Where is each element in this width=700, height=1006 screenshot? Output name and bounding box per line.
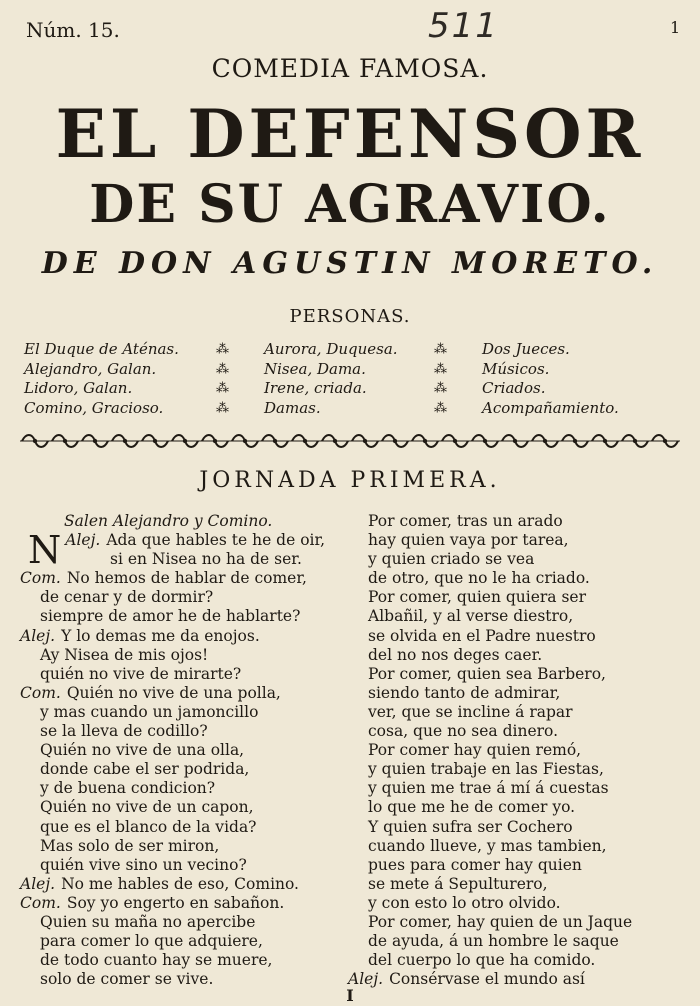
cast-entry: Dos Jueces.: [482, 340, 570, 358]
asterism-icon: ⁂: [216, 381, 228, 396]
verse-line: [20, 818, 340, 837]
verse-text: y mas cuando un jamoncillo: [40, 702, 259, 721]
verse-text: quién vive sino un vecino?: [40, 855, 247, 874]
verse-text: Y quien sufra ser Cochero: [368, 817, 573, 836]
verse-text: donde cabe el ser podrida,: [40, 760, 250, 779]
verse-text: de otro, que no le ha criado.: [368, 569, 590, 588]
asterism-icon: ⁂: [216, 400, 228, 416]
stage-direction: Salen Alejandro y Comino.: [64, 512, 273, 530]
speaker-label: Alej.: [20, 874, 56, 893]
verse-text: Albañil, y al verse diestro,: [368, 607, 574, 626]
cast-column-2: [264, 340, 398, 418]
verse-text: Por comer, quien sea Barbero,: [368, 664, 606, 683]
verse-text: de ayuda, á un hombre le saque: [368, 932, 619, 951]
cast-entry: Comino, Gracioso.: [24, 398, 164, 417]
asterism-icon: ⁂: [434, 400, 446, 416]
cast-column-3: [482, 340, 619, 418]
speaker-label: Alej.: [20, 626, 56, 645]
verse-text: Ada que hables te he de oir,: [106, 531, 326, 550]
verse-line: [348, 607, 680, 626]
verse-line: [20, 837, 340, 856]
verse-text: Por comer hay quien remó,: [368, 741, 582, 760]
verse-text: quién no vive de mirarte?: [40, 664, 242, 683]
verse-line: [348, 932, 680, 951]
verse-text: hay quien vaya por tarea,: [368, 531, 569, 550]
verse-text: Quién no vive de una polla,: [66, 683, 281, 702]
asterism-icon: ⁂: [216, 342, 228, 357]
verse-line: [20, 588, 340, 607]
cast-entry: Aurora, Duquesa.: [264, 340, 398, 358]
asterism-icon: ⁂: [434, 342, 446, 357]
verse-text: para comer lo que adquiere,: [40, 932, 263, 951]
drop-cap: N: [28, 528, 62, 573]
verse-text: solo de comer se vive.: [40, 970, 214, 989]
verse-line: [348, 588, 680, 607]
jornada-heading: JORNADA PRIMERA.: [199, 468, 501, 493]
verse-line: [20, 607, 340, 626]
verse-text: Y lo demas me da enojos.: [61, 626, 260, 645]
verse-line: [20, 779, 340, 798]
cast-entry: Lidoro, Galan.: [24, 379, 133, 397]
title-line-2: DE SU AGRAVIO.: [89, 174, 611, 235]
verse-line: [20, 665, 340, 684]
verse-line: [348, 913, 680, 932]
verse-line: [348, 856, 680, 875]
verse-text: que es el blanco de la vida?: [40, 817, 257, 836]
author-line: DE DON AGUSTIN MORETO.: [41, 246, 659, 281]
verse-line: [20, 684, 340, 703]
verse-line: [20, 932, 340, 951]
handwritten-mark: 511: [428, 6, 499, 46]
verse-text: se olvida en el Padre nuestro: [368, 626, 596, 645]
verse-line: [20, 627, 340, 646]
ornamental-border-icon: [20, 431, 680, 451]
page-footer-mark: I: [346, 986, 354, 1005]
verse-text: Por comer, hay quien de un Jaque: [368, 912, 633, 931]
verse-text: siendo tanto de admirar,: [368, 683, 561, 702]
verse-line: [348, 569, 680, 588]
verse-line: [348, 703, 680, 722]
verse-line: [348, 779, 680, 798]
asterism-column-2: [434, 340, 446, 418]
verse-line: [20, 856, 340, 875]
verse-line: [20, 703, 340, 722]
verse-text: se mete á Sepulturero,: [368, 874, 548, 893]
verse-text: y con esto lo otro olvido.: [368, 893, 561, 912]
verse-text: pues para comer hay quien: [368, 855, 582, 874]
cast-entry: Damas.: [264, 398, 321, 417]
personas-heading: PERSONAS.: [289, 306, 411, 327]
verse-text: del no nos deges caer.: [368, 645, 543, 664]
verse-line: [348, 951, 680, 970]
verse-line: [348, 894, 680, 913]
verse-line: [348, 741, 680, 760]
speaker-label: Alej.: [348, 970, 384, 989]
verse-line: [20, 646, 340, 665]
cast-column-1: [24, 340, 179, 418]
title-line-1: EL DEFENSOR: [55, 95, 645, 173]
verse-line: [348, 837, 680, 856]
asterism-icon: ⁂: [434, 361, 446, 377]
verse-text: No hemos de hablar de comer,: [66, 569, 307, 588]
verse-line: [348, 665, 680, 684]
verse-line: [20, 798, 340, 817]
speaker-label: Com.: [20, 683, 61, 702]
asterism-column-1: [216, 340, 228, 418]
verse-text: de cenar y de dormir?: [40, 588, 214, 607]
verse-text: lo que me he de comer yo.: [368, 798, 576, 817]
verse-text: y quien criado se vea: [368, 550, 535, 569]
asterism-icon: ⁂: [216, 361, 228, 377]
verse-line: [20, 894, 340, 913]
cast-entry: Irene, criada.: [264, 379, 367, 397]
corner-mark: 1: [670, 18, 681, 37]
left-text-column: [20, 512, 340, 989]
verse-text: y de buena condicion?: [40, 779, 216, 798]
right-text-column: [348, 512, 680, 989]
verse-text: cuando llueve, y mas tambien,: [368, 836, 607, 855]
verse-line: [20, 875, 340, 894]
verse-text: Ay Nisea de mis ojos!: [40, 645, 209, 664]
verse-text: de todo cuanto hay se muere,: [40, 951, 273, 970]
cast-entry: El Duque de Aténas.: [24, 340, 179, 358]
verse-line: [20, 913, 340, 932]
verse-line: [20, 760, 340, 779]
verse-text: y quien me trae á mí á cuestas: [368, 779, 609, 798]
comedia-heading: COMEDIA FAMOSA.: [211, 54, 489, 83]
verse-line: [348, 531, 680, 550]
verse-line: [348, 818, 680, 837]
cast-entry: Alejandro, Galan.: [24, 359, 157, 378]
verse-line: [20, 722, 340, 741]
cast-entry: Nisea, Dama.: [264, 359, 366, 378]
verse-text: Quién no vive de una olla,: [40, 741, 245, 760]
verse-line: [20, 741, 340, 760]
verse-text: ver, que se incline á rapar: [368, 702, 573, 721]
verse-line: [348, 722, 680, 741]
verse-text: del cuerpo lo que ha comido.: [368, 951, 596, 970]
verse-line: [20, 569, 340, 588]
verse-text: Mas solo de ser miron,: [40, 836, 220, 855]
verse-line: si en Nisea no ha de ser.: [110, 550, 302, 569]
verse-text: Soy yo engerto en sabañon.: [66, 893, 285, 912]
issue-number: Núm. 15.: [26, 18, 120, 42]
verse-text: se la lleva de codillo?: [40, 722, 208, 741]
verse-text: Consérvase el mundo así: [389, 970, 585, 989]
verse-text: Quien su maña no apercibe: [40, 912, 256, 931]
verse-line: [348, 684, 680, 703]
verse-text: y quien trabaje en las Fiestas,: [368, 760, 604, 779]
speaker-label: Com.: [20, 893, 61, 912]
speaker-label: Com.: [20, 569, 61, 588]
verse-line: [348, 798, 680, 817]
verse-text: Quién no vive de un capon,: [40, 798, 254, 817]
verse-text: cosa, que no sea dinero.: [368, 722, 559, 741]
verse-text: siempre de amor he de hablarte?: [40, 607, 301, 626]
verse-line: [348, 512, 680, 531]
speaker-label: Alej.: [65, 531, 101, 550]
verse-line: [348, 646, 680, 665]
verse-line: [348, 550, 680, 569]
cast-entry: Acompañamiento.: [482, 398, 619, 417]
cast-entry: Criados.: [482, 379, 546, 397]
cast-entry: Músicos.: [482, 359, 550, 378]
verse-line: [348, 627, 680, 646]
asterism-icon: ⁂: [434, 381, 446, 396]
verse-line: [348, 875, 680, 894]
verse-text: Por comer, tras un arado: [368, 512, 563, 530]
verse-line: [20, 951, 340, 970]
verse-text: Por comer, quien quiera ser: [368, 588, 587, 607]
verse-line: [348, 760, 680, 779]
verse-text: No me hables de eso, Comino.: [61, 874, 299, 893]
